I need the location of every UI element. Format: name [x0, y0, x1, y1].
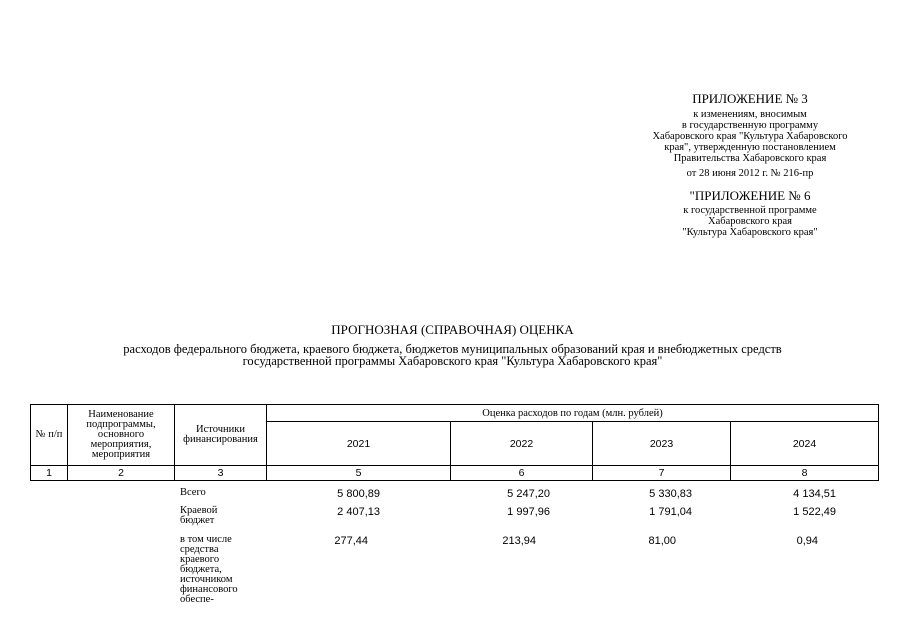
row-value-2022: 213,94 [502, 535, 536, 547]
row-value-2023: 5 330,83 [649, 488, 692, 500]
column-number: 6 [451, 466, 593, 481]
row-value-2023: 81,00 [648, 535, 676, 547]
document-subtitle [0, 343, 905, 367]
row-value-2022: 1 997,96 [507, 506, 550, 518]
appendix-6-line: Хабаровского края [708, 216, 792, 227]
appendix-3-heading: ПРИЛОЖЕНИЕ № 3 [692, 91, 808, 106]
appendix-3-date: от 28 июня 2012 г. № 216-пр [686, 168, 814, 179]
row-value-2024: 0,94 [796, 535, 818, 547]
appendix-3-line: Хабаровского края "Культура Хабаровского [652, 131, 848, 142]
row-value-2021: 277,44 [334, 535, 368, 547]
subtitle-line-2: государственной программы Хабаровского края "Культура Хабаровского края" [242, 354, 663, 368]
row-label: в том числе средства краевого бюджета, источником финансового обеспе- [180, 534, 238, 605]
column-number: 1 [31, 466, 68, 481]
row-value-2024: 1 522,49 [793, 506, 836, 518]
row-value-2021: 5 800,89 [337, 488, 380, 500]
row-value-2024: 4 134,51 [793, 488, 836, 500]
header-source: Источники финансирования [175, 405, 267, 466]
subtitle-line-1: расходов федерального бюджета, краевого бюджета, бюджетов муниципальных образований края и внебюджетных средств [123, 342, 782, 356]
header-year-2024: 2024 [731, 422, 879, 466]
document-title: ПРОГНОЗНАЯ (СПРАВОЧНАЯ) ОЦЕНКА [331, 322, 574, 337]
expenses-table [30, 404, 879, 481]
appendix-3-line: к изменениям, вносимым [693, 109, 807, 120]
header-year-2022: 2022 [451, 422, 593, 466]
row-label: Краевой бюджет [180, 505, 218, 526]
header-name: Наименование подпрограммы, основного мероприятия, мероприятия [68, 405, 175, 466]
column-number: 3 [175, 466, 267, 481]
appendix-6-line: "Культура Хабаровского края" [682, 227, 818, 238]
header-year-2021: 2021 [267, 422, 451, 466]
row-label: Всего [180, 487, 206, 498]
header-estimate: Оценка расходов по годам (млн. рублей) [267, 405, 879, 422]
row-value-2022: 5 247,20 [507, 488, 550, 500]
column-number: 5 [267, 466, 451, 481]
header-year-2023: 2023 [593, 422, 731, 466]
row-value-2023: 1 791,04 [649, 506, 692, 518]
column-number: 2 [68, 466, 175, 481]
appendix-3-block [600, 92, 900, 238]
appendix-3-line: края", утвержденную постановлением [664, 142, 836, 153]
appendix-6-heading: "ПРИЛОЖЕНИЕ № 6 [689, 188, 811, 203]
column-number: 7 [593, 466, 731, 481]
column-number: 8 [731, 466, 879, 481]
appendix-6-line: к государственной программе [683, 205, 817, 216]
appendix-3-line: в государственную программу [681, 120, 819, 131]
header-num: № п/п [31, 405, 68, 466]
row-value-2021: 2 407,13 [337, 506, 380, 518]
appendix-3-line: Правительства Хабаровского края [673, 153, 827, 164]
